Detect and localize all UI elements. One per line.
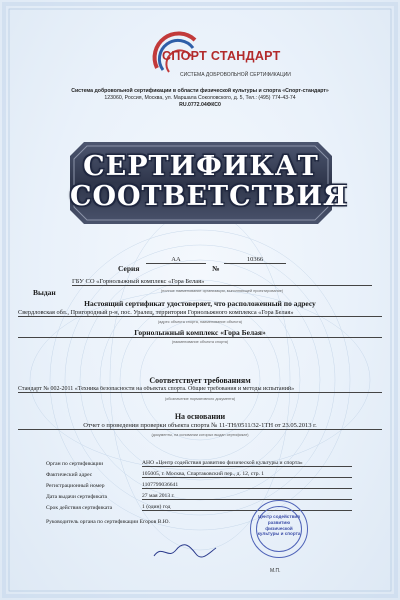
handwritten-signature-icon [150,542,220,562]
org-name: Система добровольной сертификации в области физической культуры и спорта «Спорт-стандарт» [71,88,329,94]
details-value: 1 (один) год [142,504,352,511]
object-address: Свердловская обл., Пригородный р-н, пос. Уралец, территория Горнолыжного комплекса «Гора Белая» [18,309,382,317]
logo-subtitle: СИСТЕМА ДОБРОВОЛЬНОЙ СЕРТИФИКАЦИИ [180,72,291,78]
details-value: 27 мая 2013 г. [142,493,352,500]
standard-text: Стандарт № 002-2011 «Техника безопасности на объектах спорта. Общие требования и методы испытаний» [18,386,382,393]
details-row [46,456,366,467]
details-label: Фактический адрес [46,472,93,478]
details-value: АНО «Центр содействия развитию физической культуры и спорта» [142,460,352,467]
details-label: Дата выдачи сертификата [46,494,108,500]
details-label: Регистрационный номер [46,483,105,489]
organization-info [30,88,370,110]
details-row [46,467,366,478]
details-value: 1107799036641 [142,482,352,489]
seal-text: Центр содействия развитию физической культуры и спорта [257,514,301,537]
details-row [46,489,366,500]
details-label: Срок действия сертификата [46,505,113,511]
title-line-2: СООТВЕТСТВИЯ [70,181,348,212]
title-line-1: СЕРТИФИКАТ [83,151,319,182]
logo-text: СПОРТ СТАНДАРТ [162,49,281,63]
issued-caption: (полное наименование организации, выполняющей проектирование) [160,289,284,293]
seria-value: АА [146,256,206,264]
issued-label: Выдан [33,288,56,297]
basis-caption: (документы, на основании которых выдан сертификат) [151,433,249,437]
standard-caption: (обозначение нормативного документа) [164,397,236,401]
details-label: Орган по сертификации [46,461,104,467]
number-value: 10366 [224,256,286,264]
seria-label: Серия [118,264,140,273]
basis-heading: На основании [174,412,226,421]
details-row [46,500,366,511]
object-name-caption: (наименование объекта спорта) [171,340,229,344]
certificate-title [70,151,348,212]
org-registration: RU.0772.04ФКС0 [179,102,221,109]
stamp-place-caption: М.П. [270,568,281,574]
statement-text: Настоящий сертификат удостоверяет, что расположенный по адресу [84,299,316,308]
details-row [46,478,366,489]
org-address: 123060, Россия, Москва, ул. Маршала Соколовского, д. 5, Тел.: (495) 774-43-74 [104,95,296,102]
object-name: Горнолыжный комплекс «Гора Белая» [134,328,266,337]
complies-heading: Соответствует требованиям [149,376,251,385]
basis-text: Отчет о проведении проверки объекта спорта № 11-ТН/0511/32-1ТН от 23.05.2013 г. [18,422,382,430]
object-name-underline [18,337,382,338]
issued-value: ГБУ СО «Горнолыжный комплекс «Гора Белая» [72,278,372,286]
number-label: № [212,264,220,273]
details-table [46,456,366,511]
details-value: 105005, г. Москва, Спартаковский пер., д. 12, стр. 1 [142,471,352,478]
address-caption: (адрес объекта спорта, наименование объекта) [157,320,243,324]
signature-label: Руководитель органа по сертификации Егоров В.Ю. [46,519,170,525]
